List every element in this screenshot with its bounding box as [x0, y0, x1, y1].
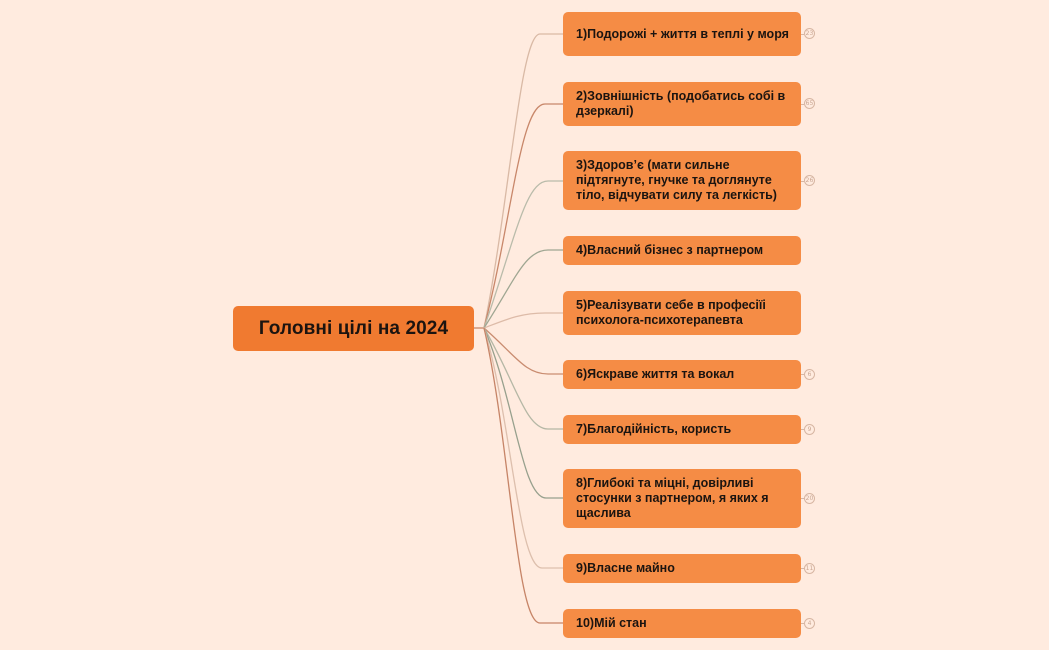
subtopic-label: 4)Власний бізнес з партнером	[576, 243, 764, 257]
subtopic-charity[interactable]	[563, 415, 801, 444]
subtopic-appearance[interactable]	[563, 82, 801, 126]
collapsed-count-badge[interactable]: 11	[805, 565, 814, 572]
collapsed-count-badge[interactable]: 4	[804, 618, 815, 629]
root-topic[interactable]	[233, 306, 474, 351]
subtopic-my-state[interactable]	[563, 609, 801, 638]
subtopic-label: 10)Мій стан	[576, 616, 647, 630]
connector-line-9	[484, 328, 563, 568]
connector-line-8	[484, 328, 563, 498]
collapsed-count-badge[interactable]: 20	[805, 495, 814, 502]
collapsed-count-badge[interactable]: 9	[804, 424, 815, 435]
subtopic-profession[interactable]	[563, 291, 801, 335]
connector-line-3	[484, 181, 563, 328]
connector-line-7	[484, 328, 563, 429]
subtopic-business[interactable]	[563, 236, 801, 265]
subtopic-label: 9)Власне майно	[576, 561, 675, 575]
collapsed-count-badge[interactable]: 26	[805, 177, 814, 184]
connector-line-1	[484, 34, 563, 328]
subtopic-label: 3)Здоров’є (мати сильне підтягнуте, гнучке та доглянуте тіло, відчувати силу та легкість)	[576, 158, 777, 202]
subtopic-label: 2)Зовнішність (подобатись собі в дзеркалі)	[576, 89, 786, 118]
connector-line-5	[484, 313, 563, 328]
connector-line-4	[484, 250, 563, 328]
collapsed-count-badge[interactable]: 6	[804, 369, 815, 380]
subtopic-bright-life[interactable]	[563, 360, 801, 389]
subtopic-travel[interactable]	[563, 12, 801, 56]
collapsed-count-badge[interactable]: 65	[805, 100, 814, 107]
subtopic-property[interactable]	[563, 554, 801, 583]
subtopic-relationship[interactable]	[563, 469, 801, 528]
connector-line-10	[484, 328, 563, 623]
subtopic-label: 7)Благодійність, користь	[576, 422, 732, 436]
subtopic-label: 8)Глибокі та міцні, довірливі стосунки з партнером, я яких я щаслива	[576, 476, 769, 520]
root-topic-label: Головні цілі на 2024	[258, 317, 449, 339]
subtopic-label: 5)Реалізувати себе в професіїі психолога-психотерапевта	[576, 298, 766, 327]
collapsed-count-badge[interactable]: 23	[805, 30, 814, 37]
connector-line-6	[484, 328, 563, 374]
subtopic-label: 1)Подорожі + життя в теплі у моря	[576, 26, 789, 41]
subtopic-label: 6)Яскраве життя та вокал	[576, 367, 735, 381]
connector-line-2	[484, 104, 563, 328]
subtopic-health[interactable]	[563, 151, 801, 210]
